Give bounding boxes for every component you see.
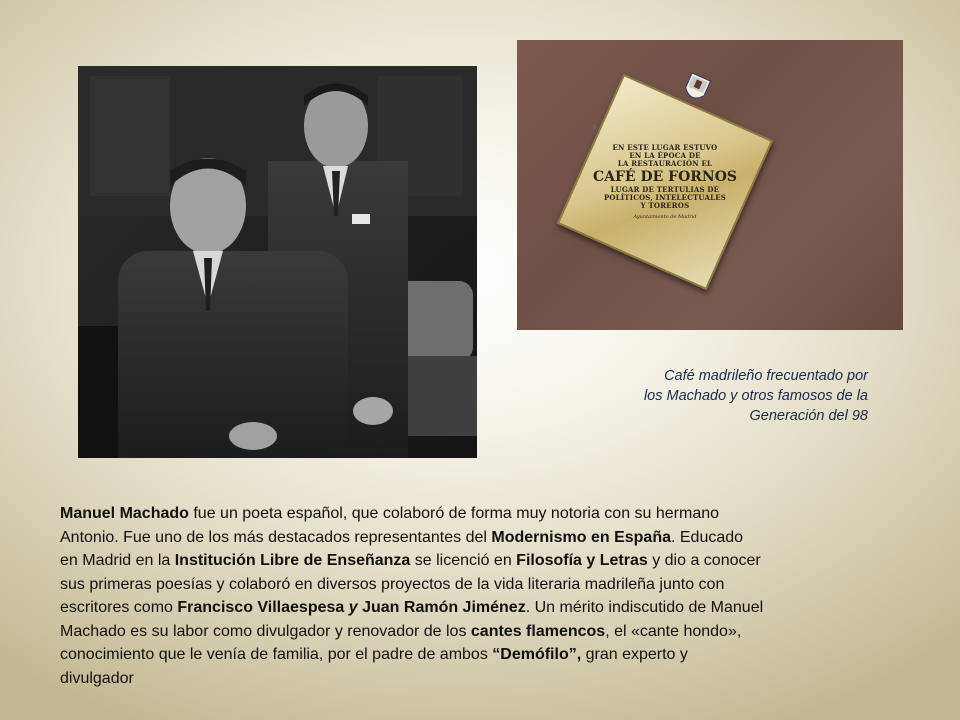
bold-text: Filosofía y Letras xyxy=(516,552,648,569)
biography-paragraph xyxy=(60,502,900,690)
paragraph-line-2 xyxy=(60,526,900,550)
text: escritores como xyxy=(60,599,178,616)
plaque-line-2: EN LA ÉPOCA DE xyxy=(629,151,701,160)
bold-italic-text: y xyxy=(344,599,363,616)
text: , el «cante hondo», xyxy=(605,622,742,640)
paragraph-line-8 xyxy=(60,667,900,691)
caption-line-2: los Machado y otros famosos de la xyxy=(643,388,868,404)
plaque-line-4: LUGAR DE TERTULIAS DE xyxy=(610,185,720,194)
text: . Educado xyxy=(670,528,744,546)
text: . Un mérito indiscutido de Manuel xyxy=(525,599,764,616)
photo-machado-brothers xyxy=(78,66,477,458)
bold-text: Manuel Machado xyxy=(60,505,189,522)
bold-text: “Demófilo”, xyxy=(492,646,582,663)
text: y dio a conocer xyxy=(647,552,761,569)
text: gran experto y xyxy=(581,646,688,663)
text: conocimiento que le venía de familia, por el padre de ambos xyxy=(60,646,493,663)
text: fue un poeta español, que colaboró de forma muy notoria con su hermano xyxy=(188,505,720,522)
plaque-title: CAFÉ DE FORNOS xyxy=(592,169,738,185)
plaque-text xyxy=(585,102,745,262)
plaque-line-5: POLÍTICOS, INTELECTUALES xyxy=(603,193,727,202)
caption-line-3: Generación del 98 xyxy=(749,408,868,424)
bold-text: Francisco Villaespesa xyxy=(177,599,345,616)
paragraph-line-5 xyxy=(60,596,900,620)
photo-cafe-de-fornos-plaque xyxy=(517,40,903,330)
commemorative-plaque xyxy=(557,74,774,291)
plaque-line-6: Y TOREROS xyxy=(640,201,690,210)
paragraph-line-1 xyxy=(60,502,900,526)
text: sus primeras poesías y colaboró en diversos proyectos de la vida literaria madrileña junto con xyxy=(60,575,725,593)
text: Antonio. Fue uno de los más destacados representantes del xyxy=(60,528,492,546)
bold-text: Juan Ramón Jiménez xyxy=(362,599,526,616)
bold-text: Institución Libre de Enseñanza xyxy=(174,552,411,569)
paragraph-line-7 xyxy=(60,643,900,667)
bold-text: cantes flamencos xyxy=(470,622,606,640)
photo-men-illustration xyxy=(78,66,477,458)
paragraph-line-4 xyxy=(60,573,900,597)
plaque-line-3: LA RESTAURACIÓN EL xyxy=(617,159,713,168)
paragraph-line-6 xyxy=(60,620,900,644)
plaque-signature: Ayuntamiento de Madrid xyxy=(633,214,697,220)
text: Machado es su labor como divulgador y renovador de los xyxy=(60,622,471,640)
text: divulgador xyxy=(60,669,134,687)
text: en Madrid en la xyxy=(60,552,175,569)
paragraph-line-3 xyxy=(60,549,900,573)
text: se licenció en xyxy=(410,552,517,569)
bold-text: Modernismo en España xyxy=(491,528,671,546)
photo-caption xyxy=(560,366,868,426)
plaque-line-1: EN ESTE LUGAR ESTUVO xyxy=(612,143,718,152)
caption-line-1: Café madrileño frecuentado por xyxy=(664,368,868,384)
